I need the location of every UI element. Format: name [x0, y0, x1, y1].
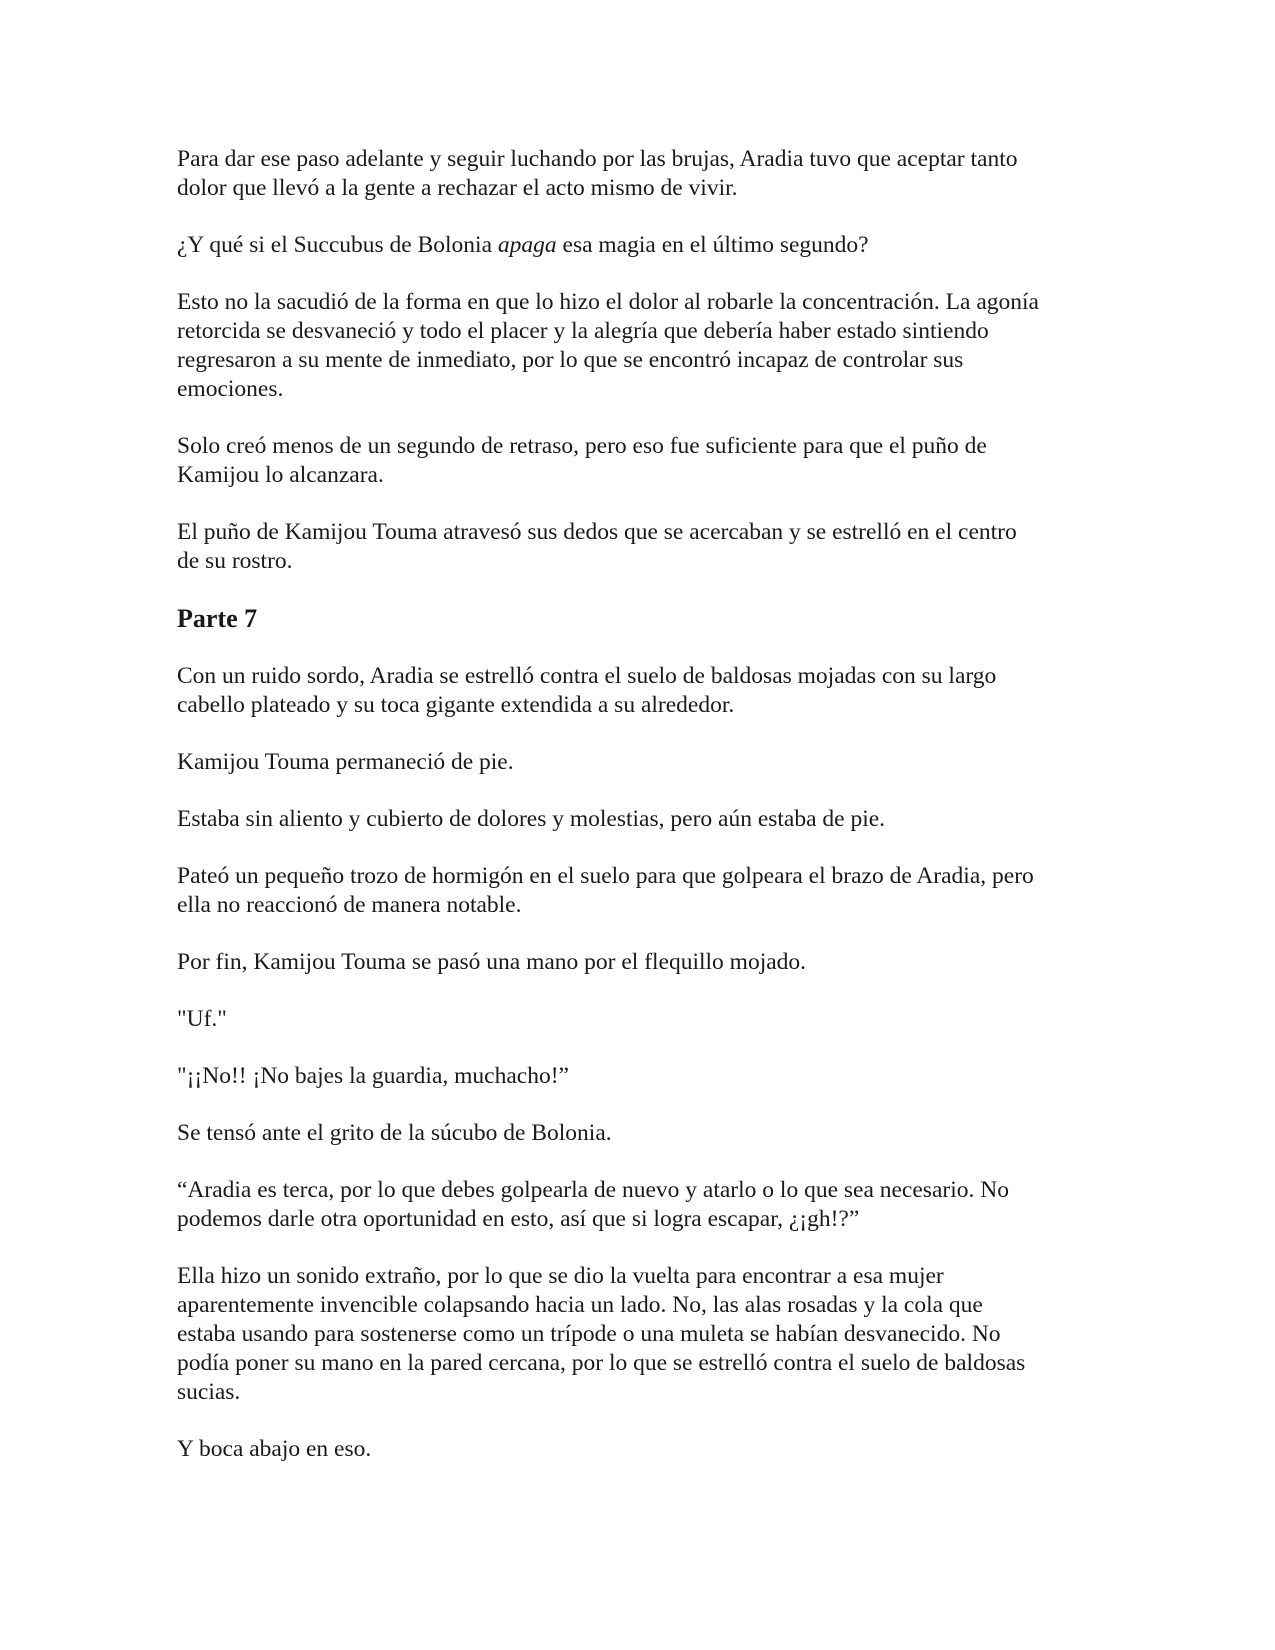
paragraph	[177, 1262, 1107, 1407]
paragraph-line: regresaron a su mente de inmediato, por lo que se encontró incapaz de controlar sus	[177, 347, 964, 373]
paragraph-line: de su rostro.	[177, 548, 293, 574]
paragraph-line: podía poner su mano en la pared cercana, por lo que se estrelló contra el suelo de baldosas	[177, 1350, 1026, 1376]
text-block-mid	[177, 288, 1107, 576]
paragraph-line: sucias.	[177, 1379, 241, 1405]
paragraph-line: dolor que llevó a la gente a rechazar el acto mismo de vivir.	[177, 175, 738, 201]
paragraph	[177, 145, 1107, 203]
paragraph	[177, 1435, 1107, 1464]
paragraph	[177, 1005, 1107, 1034]
paragraph	[177, 1062, 1107, 1091]
paragraph-line: estaba usando para sostenerse como un trípode o una muleta se habían desvanecido. No	[177, 1321, 1001, 1347]
question-emphasis: apaga	[497, 232, 557, 258]
paragraph	[177, 862, 1107, 920]
question-text-after: esa magia en el último segundo?	[556, 232, 869, 258]
paragraph-line: Se tensó ante el grito de la súcubo de Bolonia.	[177, 1120, 612, 1146]
paragraph-line: Pateó un pequeño trozo de hormigón en el suelo para que golpeara el brazo de Aradia, pero	[177, 863, 1034, 889]
paragraph-line: Ella hizo un sonido extraño, por lo que se dio la vuelta para encontrar a esa mujer	[177, 1263, 944, 1289]
paragraph-question	[177, 231, 1107, 260]
paragraph	[177, 1176, 1107, 1234]
paragraph-line: Estaba sin aliento y cubierto de dolores y molestias, pero aún estaba de pie.	[177, 806, 886, 832]
text-block-before	[177, 145, 1107, 203]
paragraph	[177, 748, 1107, 777]
paragraph-line: "Uf."	[177, 1006, 227, 1032]
paragraph	[177, 805, 1107, 834]
paragraph	[177, 662, 1107, 720]
paragraph-line: Kamijou lo alcanzara.	[177, 462, 384, 488]
paragraph-line: Kamijou Touma permaneció de pie.	[177, 749, 514, 775]
paragraph-line: Solo creó menos de un segundo de retraso, pero eso fue suficiente para que el puño de	[177, 433, 987, 459]
paragraph	[177, 288, 1107, 404]
document-page	[177, 145, 1107, 1492]
paragraph-line: podemos darle otra oportunidad en esto, así que si logra escapar, ¿¡gh!?”	[177, 1206, 860, 1232]
paragraph	[177, 432, 1107, 490]
paragraph-line: Esto no la sacudió de la forma en que lo hizo el dolor al robarle la concentración. La agonía	[177, 289, 1039, 315]
paragraph	[177, 948, 1107, 977]
paragraph-line: "¡¡No!! ¡No bajes la guardia, muchacho!”	[177, 1063, 569, 1089]
text-block-after	[177, 662, 1107, 1464]
paragraph-line: “Aradia es terca, por lo que debes golpearla de nuevo y atarlo o lo que sea necesario. No	[177, 1177, 1009, 1203]
section-heading: Parte 7	[177, 604, 258, 633]
paragraph-line: emociones.	[177, 376, 284, 402]
paragraph-line: Con un ruido sordo, Aradia se estrelló contra el suelo de baldosas mojadas con su largo	[177, 663, 997, 689]
paragraph-line: Para dar ese paso adelante y seguir luchando por las brujas, Aradia tuvo que aceptar tanto	[177, 146, 1018, 172]
paragraph-line: Por fin, Kamijou Touma se pasó una mano por el flequillo mojado.	[177, 949, 807, 975]
paragraph-line: Y boca abajo en eso.	[177, 1436, 372, 1462]
paragraph	[177, 1119, 1107, 1148]
paragraph	[177, 518, 1107, 576]
paragraph-line: El puño de Kamijou Touma atravesó sus dedos que se acercaban y se estrelló en el centro	[177, 519, 1017, 545]
question-text-before: ¿Y qué si el Succubus de Bolonia	[177, 232, 498, 258]
paragraph-line: cabello plateado y su toca gigante extendida a su alrededor.	[177, 692, 735, 718]
paragraph-line: ella no reaccionó de manera notable.	[177, 892, 522, 918]
paragraph-line: retorcida se desvaneció y todo el placer y la alegría que debería haber estado sintiendo	[177, 318, 989, 344]
paragraph-line: aparentemente invencible colapsando hacia un lado. No, las alas rosadas y la cola que	[177, 1292, 983, 1318]
